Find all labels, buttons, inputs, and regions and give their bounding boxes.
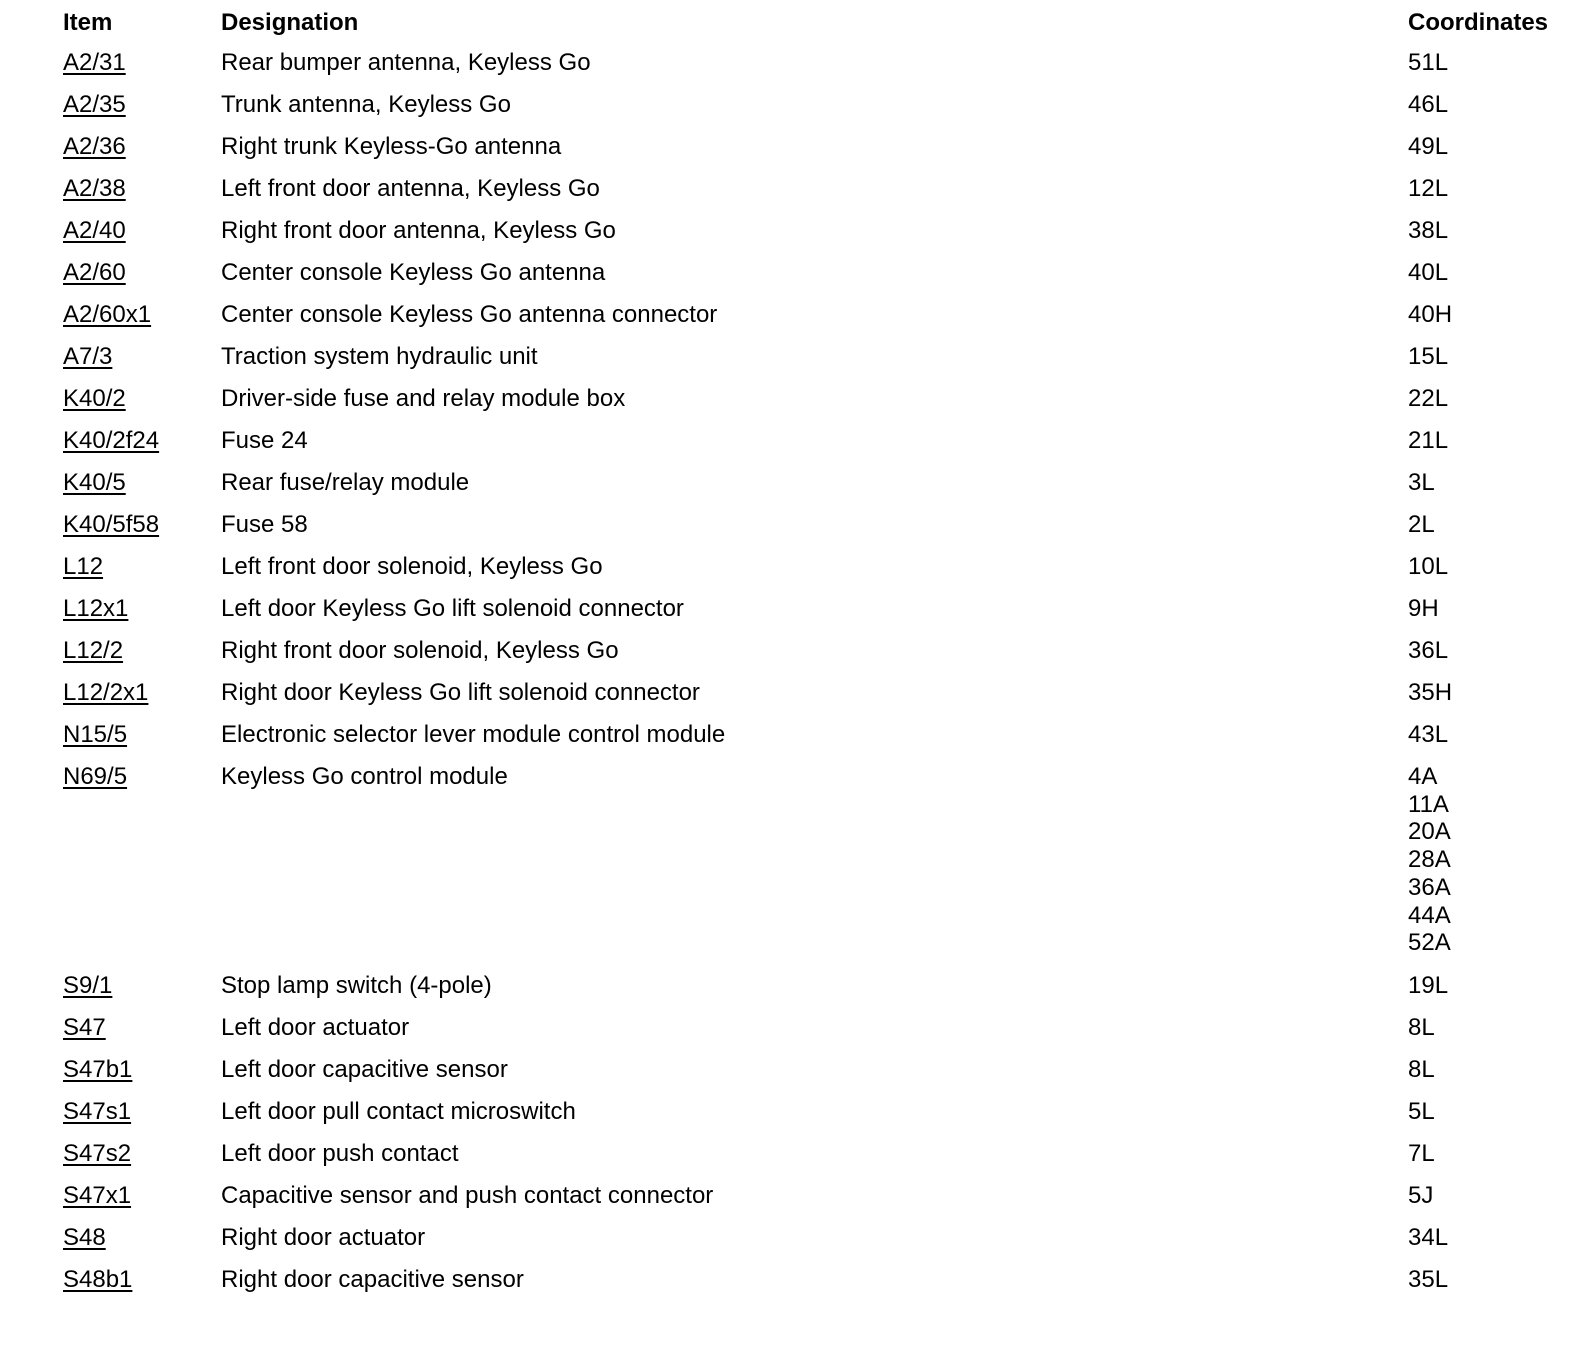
coordinates-cell: 12L [1408, 175, 1449, 202]
coordinates-cell: 15L [1408, 343, 1449, 370]
table-row [0, 965, 1584, 1007]
item-link[interactable]: K40/2f24 [63, 427, 160, 454]
table-row [0, 672, 1584, 714]
item-link[interactable]: A2/36 [63, 133, 126, 160]
item-link[interactable]: S48 [63, 1223, 106, 1251]
coordinates-list [1408, 763, 1451, 957]
coordinates-cell: 8L [1408, 1013, 1435, 1041]
item-link[interactable]: A7/3 [63, 343, 113, 370]
coordinates-cell: 35H [1408, 679, 1453, 706]
item-link[interactable]: L12/2x1 [63, 679, 149, 706]
coordinates-cell: 5L [1408, 1097, 1435, 1125]
table-header [0, 0, 1584, 42]
table-row [0, 126, 1584, 168]
table-row [0, 1091, 1584, 1133]
table-row [0, 294, 1584, 336]
item-link[interactable]: L12x1 [63, 595, 129, 622]
item-link[interactable]: A2/35 [63, 91, 126, 118]
designation-cell: Driver-side fuse and relay module box [221, 385, 626, 412]
table-row [0, 1217, 1584, 1259]
designation-cell: Fuse 58 [221, 511, 308, 538]
designation-cell: Left door capacitive sensor [221, 1055, 508, 1083]
designation-cell: Right front door solenoid, Keyless Go [221, 637, 619, 664]
table-row [0, 1133, 1584, 1175]
item-link[interactable]: A2/60x1 [63, 301, 152, 328]
designation-cell: Left door Keyless Go lift solenoid connector [221, 595, 684, 622]
item-link[interactable]: S47s2 [63, 1139, 132, 1167]
coordinates-cell: 46L [1408, 91, 1449, 118]
item-link[interactable]: S47s1 [63, 1097, 132, 1125]
table-row [0, 420, 1584, 462]
table-row [0, 462, 1584, 504]
item-link[interactable]: A2/60 [63, 259, 126, 286]
item-link[interactable]: K40/2 [63, 385, 126, 412]
item-link[interactable]: K40/5f58 [63, 511, 160, 538]
coordinates-cell: 38L [1408, 217, 1449, 244]
designation-cell: Right door actuator [221, 1223, 426, 1251]
coordinates-cell: 36A [1408, 873, 1451, 901]
designation-cell: Right door capacitive sensor [221, 1265, 524, 1293]
item-link[interactable]: S9/1 [63, 971, 113, 999]
table-row [0, 588, 1584, 630]
coordinates-cell: 34L [1408, 1223, 1449, 1251]
table-row [0, 714, 1584, 756]
coordinates-cell: 44A [1408, 901, 1451, 929]
table-row [0, 84, 1584, 126]
item-link[interactable]: A2/38 [63, 175, 126, 202]
item-link[interactable]: L12/2 [63, 637, 124, 664]
designation-cell: Keyless Go control module [221, 763, 508, 790]
item-link[interactable]: S47 [63, 1013, 106, 1041]
item-link[interactable]: N69/5 [63, 763, 128, 790]
item-link[interactable]: S48b1 [63, 1265, 133, 1293]
designation-cell: Traction system hydraulic unit [221, 343, 538, 370]
table-row [0, 546, 1584, 588]
item-link[interactable]: S47x1 [63, 1181, 132, 1209]
header-coordinates: Coordinates [1408, 9, 1549, 36]
designation-cell: Left door push contact [221, 1139, 459, 1167]
table-row [0, 252, 1584, 294]
coordinates-cell: 35L [1408, 1265, 1449, 1293]
coordinates-cell: 2L [1408, 511, 1435, 538]
table-row [0, 378, 1584, 420]
coordinates-cell: 19L [1408, 971, 1449, 999]
designation-cell: Rear bumper antenna, Keyless Go [221, 49, 591, 76]
designation-cell: Left door actuator [221, 1013, 410, 1041]
coordinates-cell: 11A [1408, 790, 1449, 818]
coordinates-cell: 52A [1408, 929, 1451, 957]
table-row [0, 1259, 1584, 1301]
designation-cell: Right door Keyless Go lift solenoid connector [221, 679, 700, 706]
table-row [0, 756, 1584, 965]
coordinates-cell: 10L [1408, 553, 1449, 580]
coordinates-cell: 3L [1408, 469, 1435, 496]
item-link[interactable]: K40/5 [63, 469, 126, 496]
item-link[interactable]: A2/31 [63, 49, 126, 76]
designation-cell: Trunk antenna, Keyless Go [221, 91, 511, 118]
designation-cell: Fuse 24 [221, 427, 308, 454]
coordinates-cell: 8L [1408, 1055, 1435, 1083]
designation-cell: Stop lamp switch (4-pole) [221, 971, 492, 999]
designation-cell: Right trunk Keyless-Go antenna [221, 133, 562, 160]
designation-cell: Capacitive sensor and push contact connector [221, 1181, 714, 1209]
table-row [0, 42, 1584, 84]
table-row [0, 210, 1584, 252]
coordinates-cell: 49L [1408, 133, 1449, 160]
designation-cell: Center console Keyless Go antenna connector [221, 301, 718, 328]
coordinates-cell: 40L [1408, 259, 1449, 286]
table-row [0, 1007, 1584, 1049]
designation-cell: Electronic selector lever module control module [221, 721, 726, 748]
coordinates-cell: 40H [1408, 301, 1453, 328]
coordinates-cell: 5J [1408, 1181, 1434, 1209]
coordinates-cell: 22L [1408, 385, 1449, 412]
designation-cell: Center console Keyless Go antenna [221, 259, 606, 286]
table-row [0, 1175, 1584, 1217]
table-row [0, 168, 1584, 210]
coordinates-cell: 28A [1408, 846, 1451, 874]
table-body [0, 42, 1584, 1301]
designation-cell: Left front door solenoid, Keyless Go [221, 553, 603, 580]
table-row [0, 504, 1584, 546]
designation-cell: Right front door antenna, Keyless Go [221, 217, 616, 244]
table-row [0, 630, 1584, 672]
item-link[interactable]: A2/40 [63, 217, 126, 244]
item-link[interactable]: L12 [63, 553, 104, 580]
coordinates-cell: 21L [1408, 427, 1449, 454]
coordinates-cell: 51L [1408, 49, 1449, 76]
coordinates-cell: 9H [1408, 595, 1439, 622]
header-designation: Designation [221, 9, 359, 36]
coordinates-cell: 43L [1408, 721, 1449, 748]
coordinates-cell: 4A [1408, 763, 1438, 790]
coordinates-cell: 7L [1408, 1139, 1435, 1167]
designation-cell: Left door pull contact microswitch [221, 1097, 576, 1125]
item-link[interactable]: S47b1 [63, 1055, 133, 1083]
table-row [0, 1049, 1584, 1091]
designation-cell: Left front door antenna, Keyless Go [221, 175, 600, 202]
coordinates-cell: 36L [1408, 637, 1449, 664]
coordinates-cell: 20A [1408, 818, 1451, 846]
table-row [0, 336, 1584, 378]
header-item: Item [63, 9, 113, 36]
item-link[interactable]: N15/5 [63, 721, 128, 748]
designation-cell: Rear fuse/relay module [221, 469, 470, 496]
